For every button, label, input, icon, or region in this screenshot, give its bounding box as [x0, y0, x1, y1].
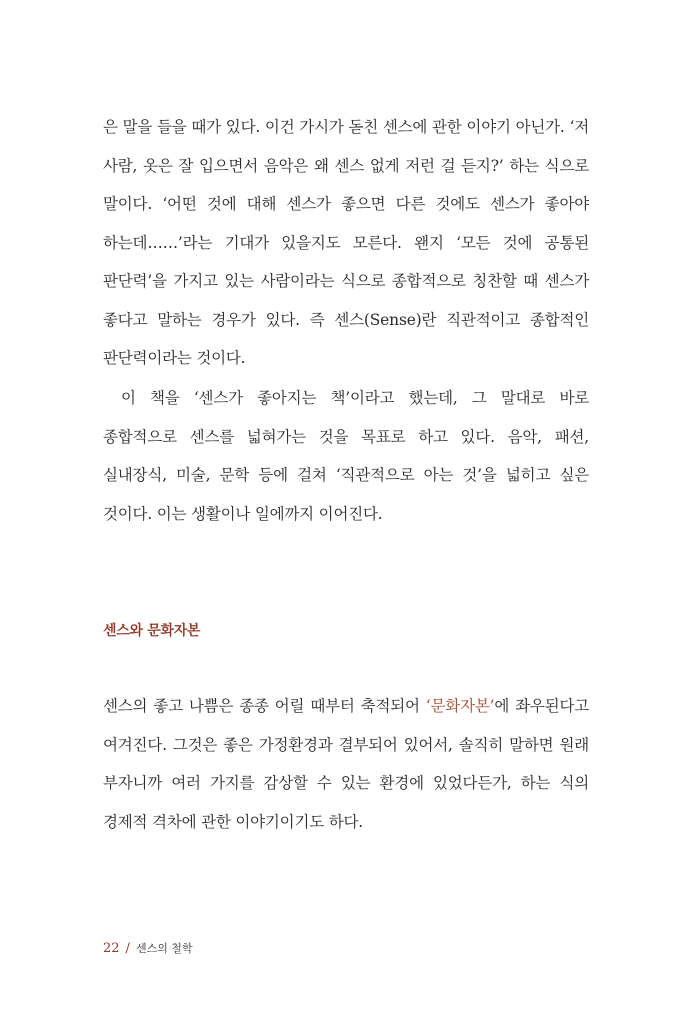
footer-separator: /: [125, 941, 130, 956]
paragraph-3-lead: 센스의 좋고 나쁨은 종종 어릴 때부터 축적되어: [103, 697, 426, 715]
running-title: 센스의 철학: [135, 942, 193, 955]
body-paragraph-1: 은 말을 들을 때가 있다. 이건 가시가 돋친 센스에 관한 이야기 아닌가. ‘저 사람, 옷은 잘 입으면서 음악은 왜 센스 없게 저런 걸 듣지?’ 하는 식으로 말이다. ‘어떤 것에 대해 센스가 좋으면 다른 것에도 센스가 좋아야 하는데……’라는 기대가 있을지도 모른다. 왠지 ‘모든 것에 공통된 판단력’을 가지고 있는 사람이라는 식으로 종합적으로 칭찬할 때 센스가 좋다고 말하는 경우가 있다. 즉 센스(Sense)란 직관적이고 종합적인 판단력이라는 것이다.: [103, 118, 589, 367]
page-footer: [103, 940, 193, 956]
body-paragraph-3: [103, 687, 589, 841]
highlighted-term: ‘문화자본’: [425, 697, 495, 715]
paragraph-3-rest: 에 좌우된다고 여겨진다. 그것은 좋은 가정환경과 결부되어 있어서, 솔직히 말하면 원래 부자니까 여러 가지를 감상할 수 있는 환경에 있었다든가, 하는 식의 경제적 격차에 관한 이야기이기도 하다.: [103, 697, 589, 831]
body-paragraph-2: 이 책을 ‘센스가 좋아지는 책’이라고 했는데, 그 말대로 바로 종합적으로 센스를 넓혀가는 것을 목표로 하고 있다. 음악, 패션, 실내장식, 미술, 문학 등에 걸쳐 ‘직관적으로 아는 것’을 넓히고 싶은 것이다. 이는 생활이나 일에까지 이어진다.: [103, 389, 589, 523]
section-heading: 센스와 문화자본: [103, 623, 201, 639]
page-number: 22: [103, 941, 120, 956]
